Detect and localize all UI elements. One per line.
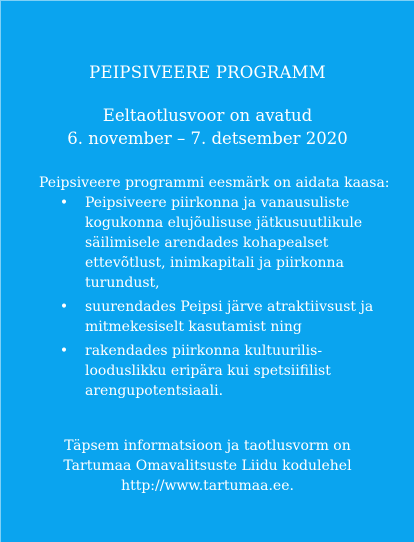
website-address: http://www.tartumaa.ee.	[121, 478, 294, 494]
goal-line: suurendades Peipsi järve atraktiivsust ja	[85, 299, 374, 315]
more-info	[1, 436, 414, 496]
list-item	[57, 341, 377, 401]
call-dates: 6. november – 7. detsember 2020	[67, 129, 348, 148]
goal-line: looduslikku eripära kui spetsiifilist	[85, 363, 331, 379]
goal-line: turundust,	[85, 275, 160, 291]
program-goal-intro: Peipsiveere programmi eesmärk on aidata kaasa:	[39, 175, 390, 191]
goal-line: ettevõtlust, inimkapitali ja piirkonna	[85, 255, 344, 271]
program-goals-list	[57, 193, 377, 405]
program-title: PEIPSIVEERE PROGRAMM	[89, 63, 326, 82]
list-item	[57, 193, 377, 293]
goal-line: kogukonna elujõulisuse jätkusuutlikule	[85, 215, 363, 231]
goal-text	[85, 193, 377, 293]
goal-line: säilimisele arendades kohapealset	[85, 235, 329, 251]
goal-text	[85, 297, 377, 337]
goal-line: Peipsiveere piirkonna ja vanausuliste	[85, 195, 350, 211]
more-info-line: Tartumaa Omavalitsuste Liidu kodulehel	[63, 458, 352, 474]
goal-line: arengupotentsiaali.	[85, 383, 224, 399]
bullet-icon: •	[59, 299, 69, 315]
call-status: Eeltaotlusvoor on avatud	[102, 106, 313, 125]
goal-text	[85, 341, 377, 401]
list-item	[57, 297, 377, 337]
goal-line: rakendades piirkonna kultuurilis-	[85, 343, 323, 359]
bullet-icon: •	[59, 343, 69, 359]
bullet-icon: •	[59, 195, 69, 211]
more-info-line: Täpsem informatsioon ja taotlusvorm on	[64, 438, 351, 454]
goal-line: mitmekesiselt kasutamist ning	[85, 319, 302, 335]
call-for-proposals	[1, 104, 414, 150]
